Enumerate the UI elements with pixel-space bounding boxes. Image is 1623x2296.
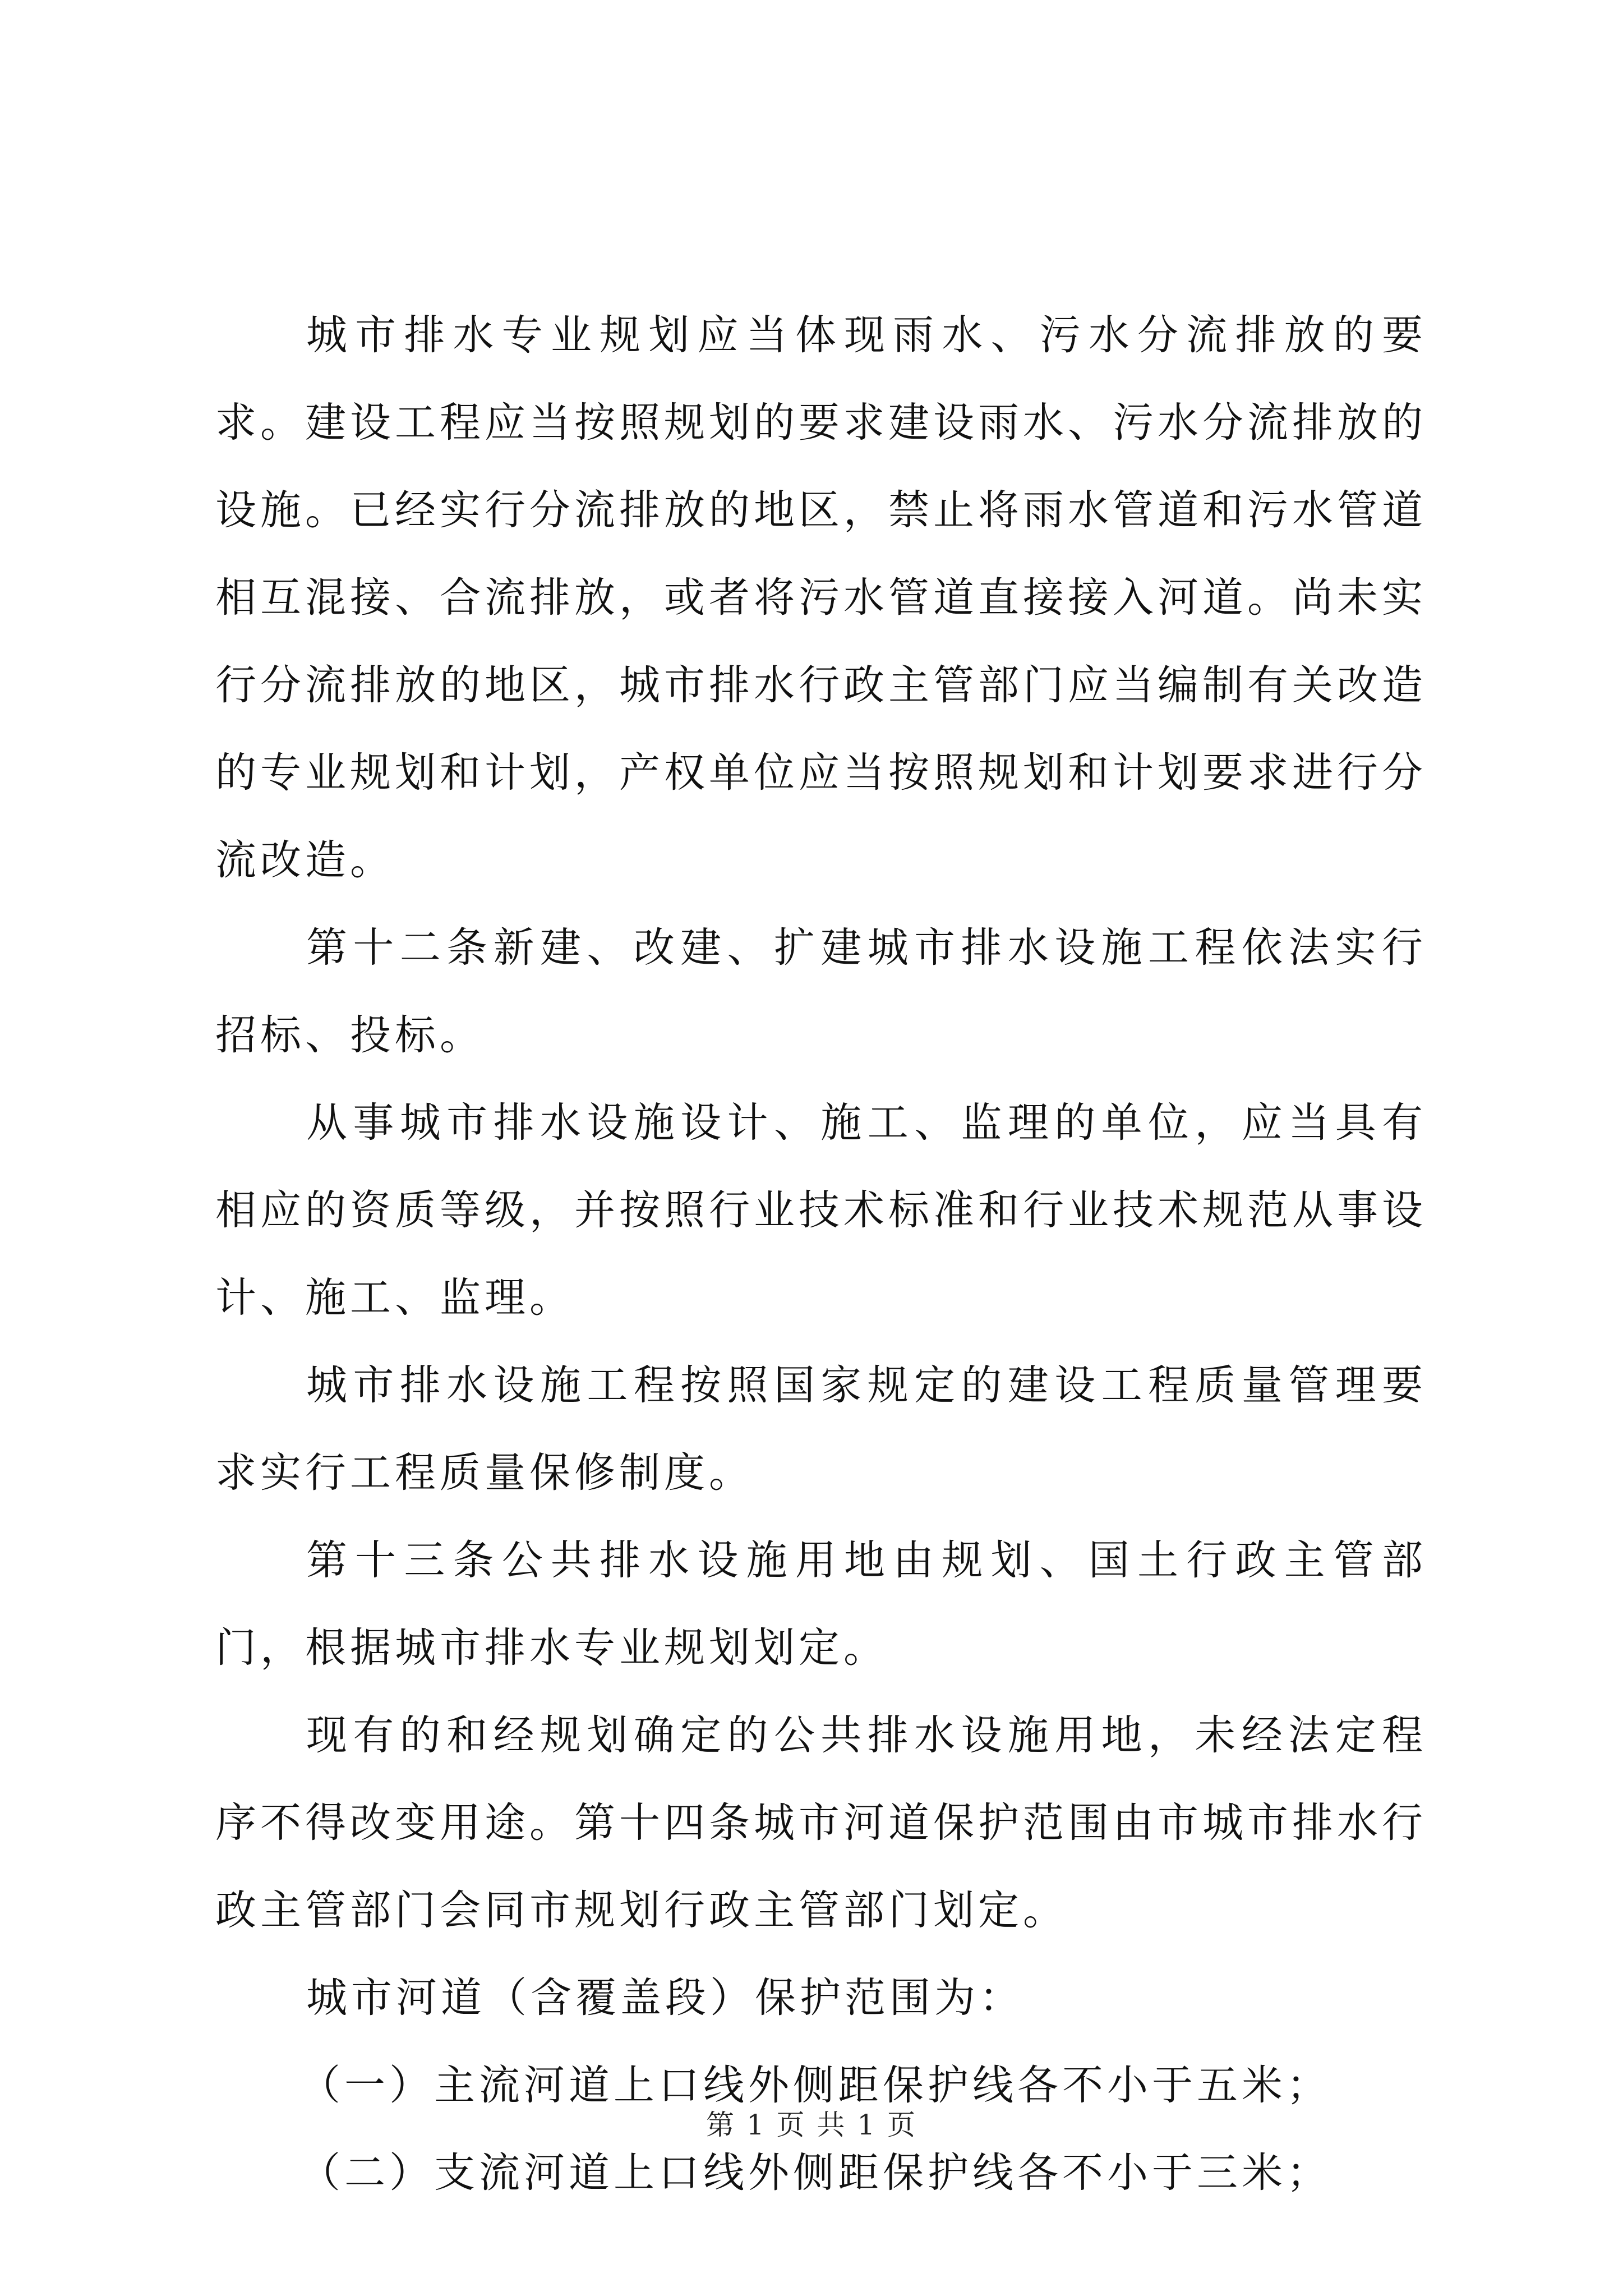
document-body	[215, 292, 1427, 2217]
paragraph-land-use-article-14: 现有的和经规划确定的公共排水设施用地，未经法定程序不得改变用途。第十四条城市河道保护范围由市城市排水行政主管部门会同市规划行政主管部门划定。	[215, 1711, 1427, 1934]
paragraph-article-12: 第十二条新建、改建、扩建城市排水设施工程依法实行招标、投标。	[215, 924, 1427, 1059]
paragraph-drainage-planning: 城市排水专业规划应当体现雨水、污水分流排放的要求。建设工程应当按照规划的要求建设雨水、污水分流排放的设施。已经实行分流排放的地区，禁止将雨水管道和污水管道相互混接、合流排放，或者将污水管道直接接入河道。尚未实行分流排放的地区，城市排水行政主管部门应当编制有关改造的专业规划和计划，产权单位应当按照规划和计划要求进行分流改造。	[215, 311, 1427, 884]
paragraph-protection-scope: 城市河道（含覆盖段）保护范围为：	[306, 1974, 1024, 2022]
paragraph-warranty: 城市排水设施工程按照国家规定的建设工程质量管理要求实行工程质量保修制度。	[215, 1361, 1427, 1497]
paragraph-qualification: 从事城市排水设施设计、施工、监理的单位，应当具有相应的资质等级，并按照行业技术标准和行业技术规范从事设计、施工、监理。	[215, 1099, 1427, 1322]
paragraph-article-13: 第十三条公共排水设施用地由规划、国土行政主管部门，根据城市排水专业规划划定。	[215, 1536, 1427, 1672]
list-item-main-river: （一）主流河道上口线外侧距保护线各不小于五米；	[299, 2062, 1331, 2109]
list-item-branch-river: （二）支流河道上口线外侧距保护线各不小于三米；	[299, 2149, 1331, 2197]
page-number-footer: 第 1 页 共 1 页	[706, 2109, 917, 2141]
